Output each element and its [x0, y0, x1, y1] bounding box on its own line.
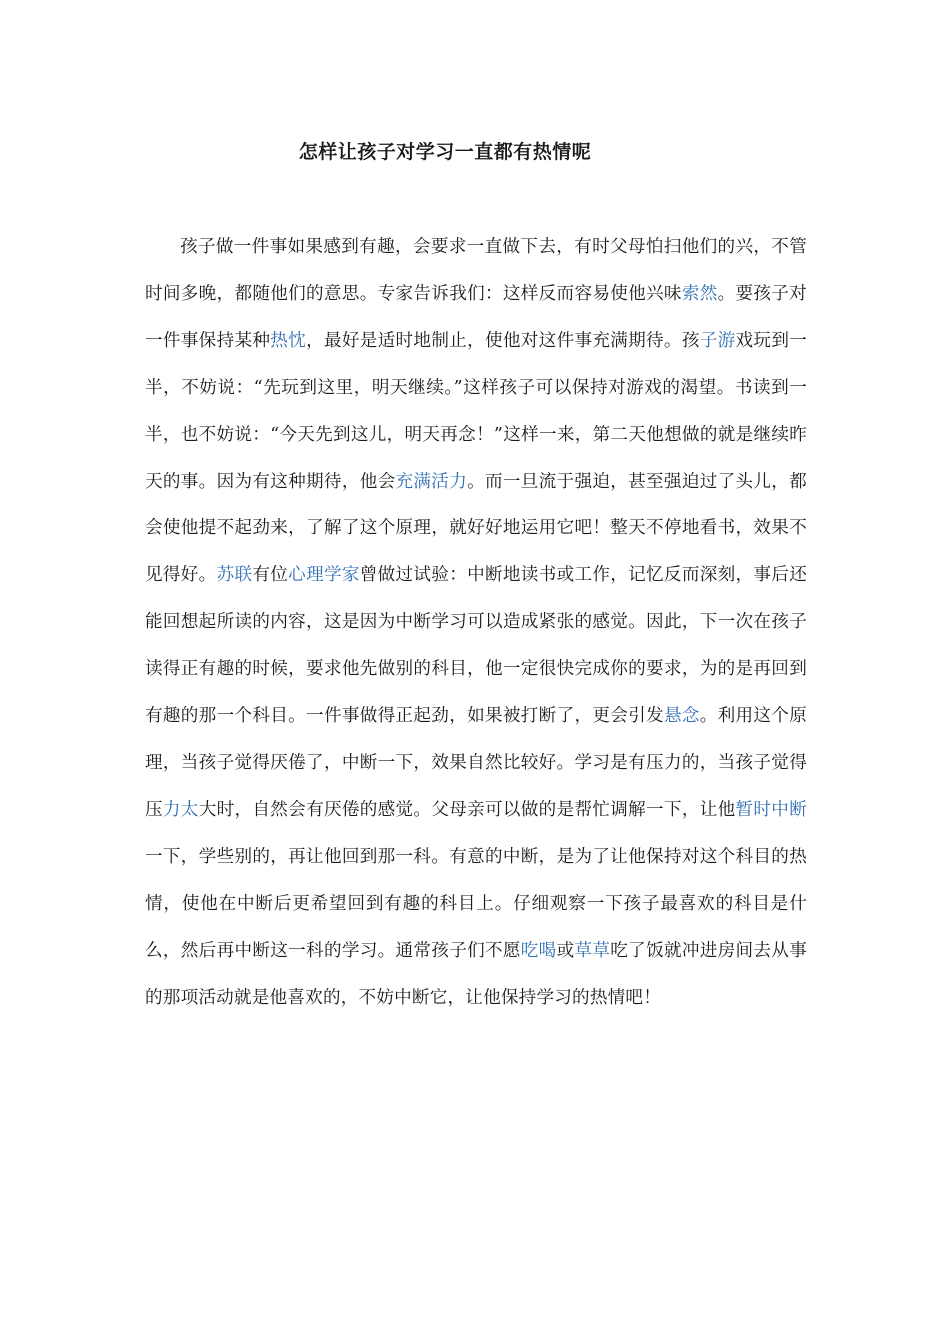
text-segment: 。利用这个原理，当孩子觉得厌倦了，中断一下，效果自然比较好。学习是有压力的，当孩子觉得压: [145, 706, 807, 820]
body-paragraph: [145, 224, 807, 1021]
keyword-link[interactable]: 力太: [162, 799, 199, 820]
keyword-link[interactable]: 充满活力: [395, 471, 468, 492]
text-segment: 。而一旦流于强迫，甚至强迫过了头儿，都会使他提不起劲来，了解了这个原理，就好好地运用它吧！整天不停地看书，效果不见得好。: [145, 471, 807, 586]
text-segment: 或: [556, 940, 575, 961]
keyword-link[interactable]: 悬念: [663, 706, 700, 727]
text-segment: 有位: [252, 565, 289, 586]
text-segment: 戏玩到一半，不妨说：“先玩到这里，明天继续。”这样孩子可以保持对游戏的渴望。书读到一半，也不妨说：“今天先到这儿，明天再念！”这样一来，第二天他想做的就是继续昨天的事。因为有这种期待，他会: [145, 330, 808, 492]
text-segment: 。要孩子对一件事保持某种: [145, 283, 807, 351]
text-segment: 一下，学些别的，再让他回到那一科。有意的中断，是为了让他保持对这个科目的热情，使他在中断后更希望回到有趣的科目上。仔细观察一下孩子最喜欢的科目是什么，然后再中断这一科的学习。通常孩子们不愿: [145, 846, 807, 961]
keyword-link[interactable]: 苏联: [216, 565, 253, 586]
keyword-link[interactable]: 热忱: [270, 330, 307, 351]
text-segment: 孩子做一件事如果感到有趣，会要求一直做下去，有时父母怕扫他们的兴，不管时间多晚，都随他们的意思。专家告诉我们：这样反而容易使他兴味: [145, 237, 807, 304]
keyword-link[interactable]: 吃喝: [520, 940, 557, 961]
keyword-link[interactable]: 草草: [574, 940, 611, 961]
text-segment: 曾做过试验：中断地读书或工作，记忆反而深刻，事后还能回想起所读的内容，这是因为中断学习可以造成紧张的感觉。因此，下一次在孩子读得正有趣的时候，要求他先做别的科目，他一定很快完成你的要求，为的是再回到有趣的那一个科目。一件事做得正起劲，如果被打断了，更会引发: [145, 565, 807, 727]
document-title: 怎样让孩子对学习一直都有热情呢: [298, 141, 592, 163]
keyword-link[interactable]: 子游: [699, 330, 736, 351]
text-segment: 大时，自然会有厌倦的感觉。父母亲可以做的是帮忙调解一下，让他: [198, 799, 736, 820]
text-segment: 吃了饭就冲进房间去从事的那项活动就是他喜欢的，不妨中断它，让他保持学习的热情吧！: [145, 940, 808, 1008]
keyword-link[interactable]: 暂时中断: [735, 799, 807, 820]
keyword-link[interactable]: 索然: [681, 283, 718, 304]
keyword-link[interactable]: 心理学家: [288, 565, 360, 586]
text-segment: ，最好是适时地制止，使他对这件事充满期待。孩: [306, 330, 700, 351]
